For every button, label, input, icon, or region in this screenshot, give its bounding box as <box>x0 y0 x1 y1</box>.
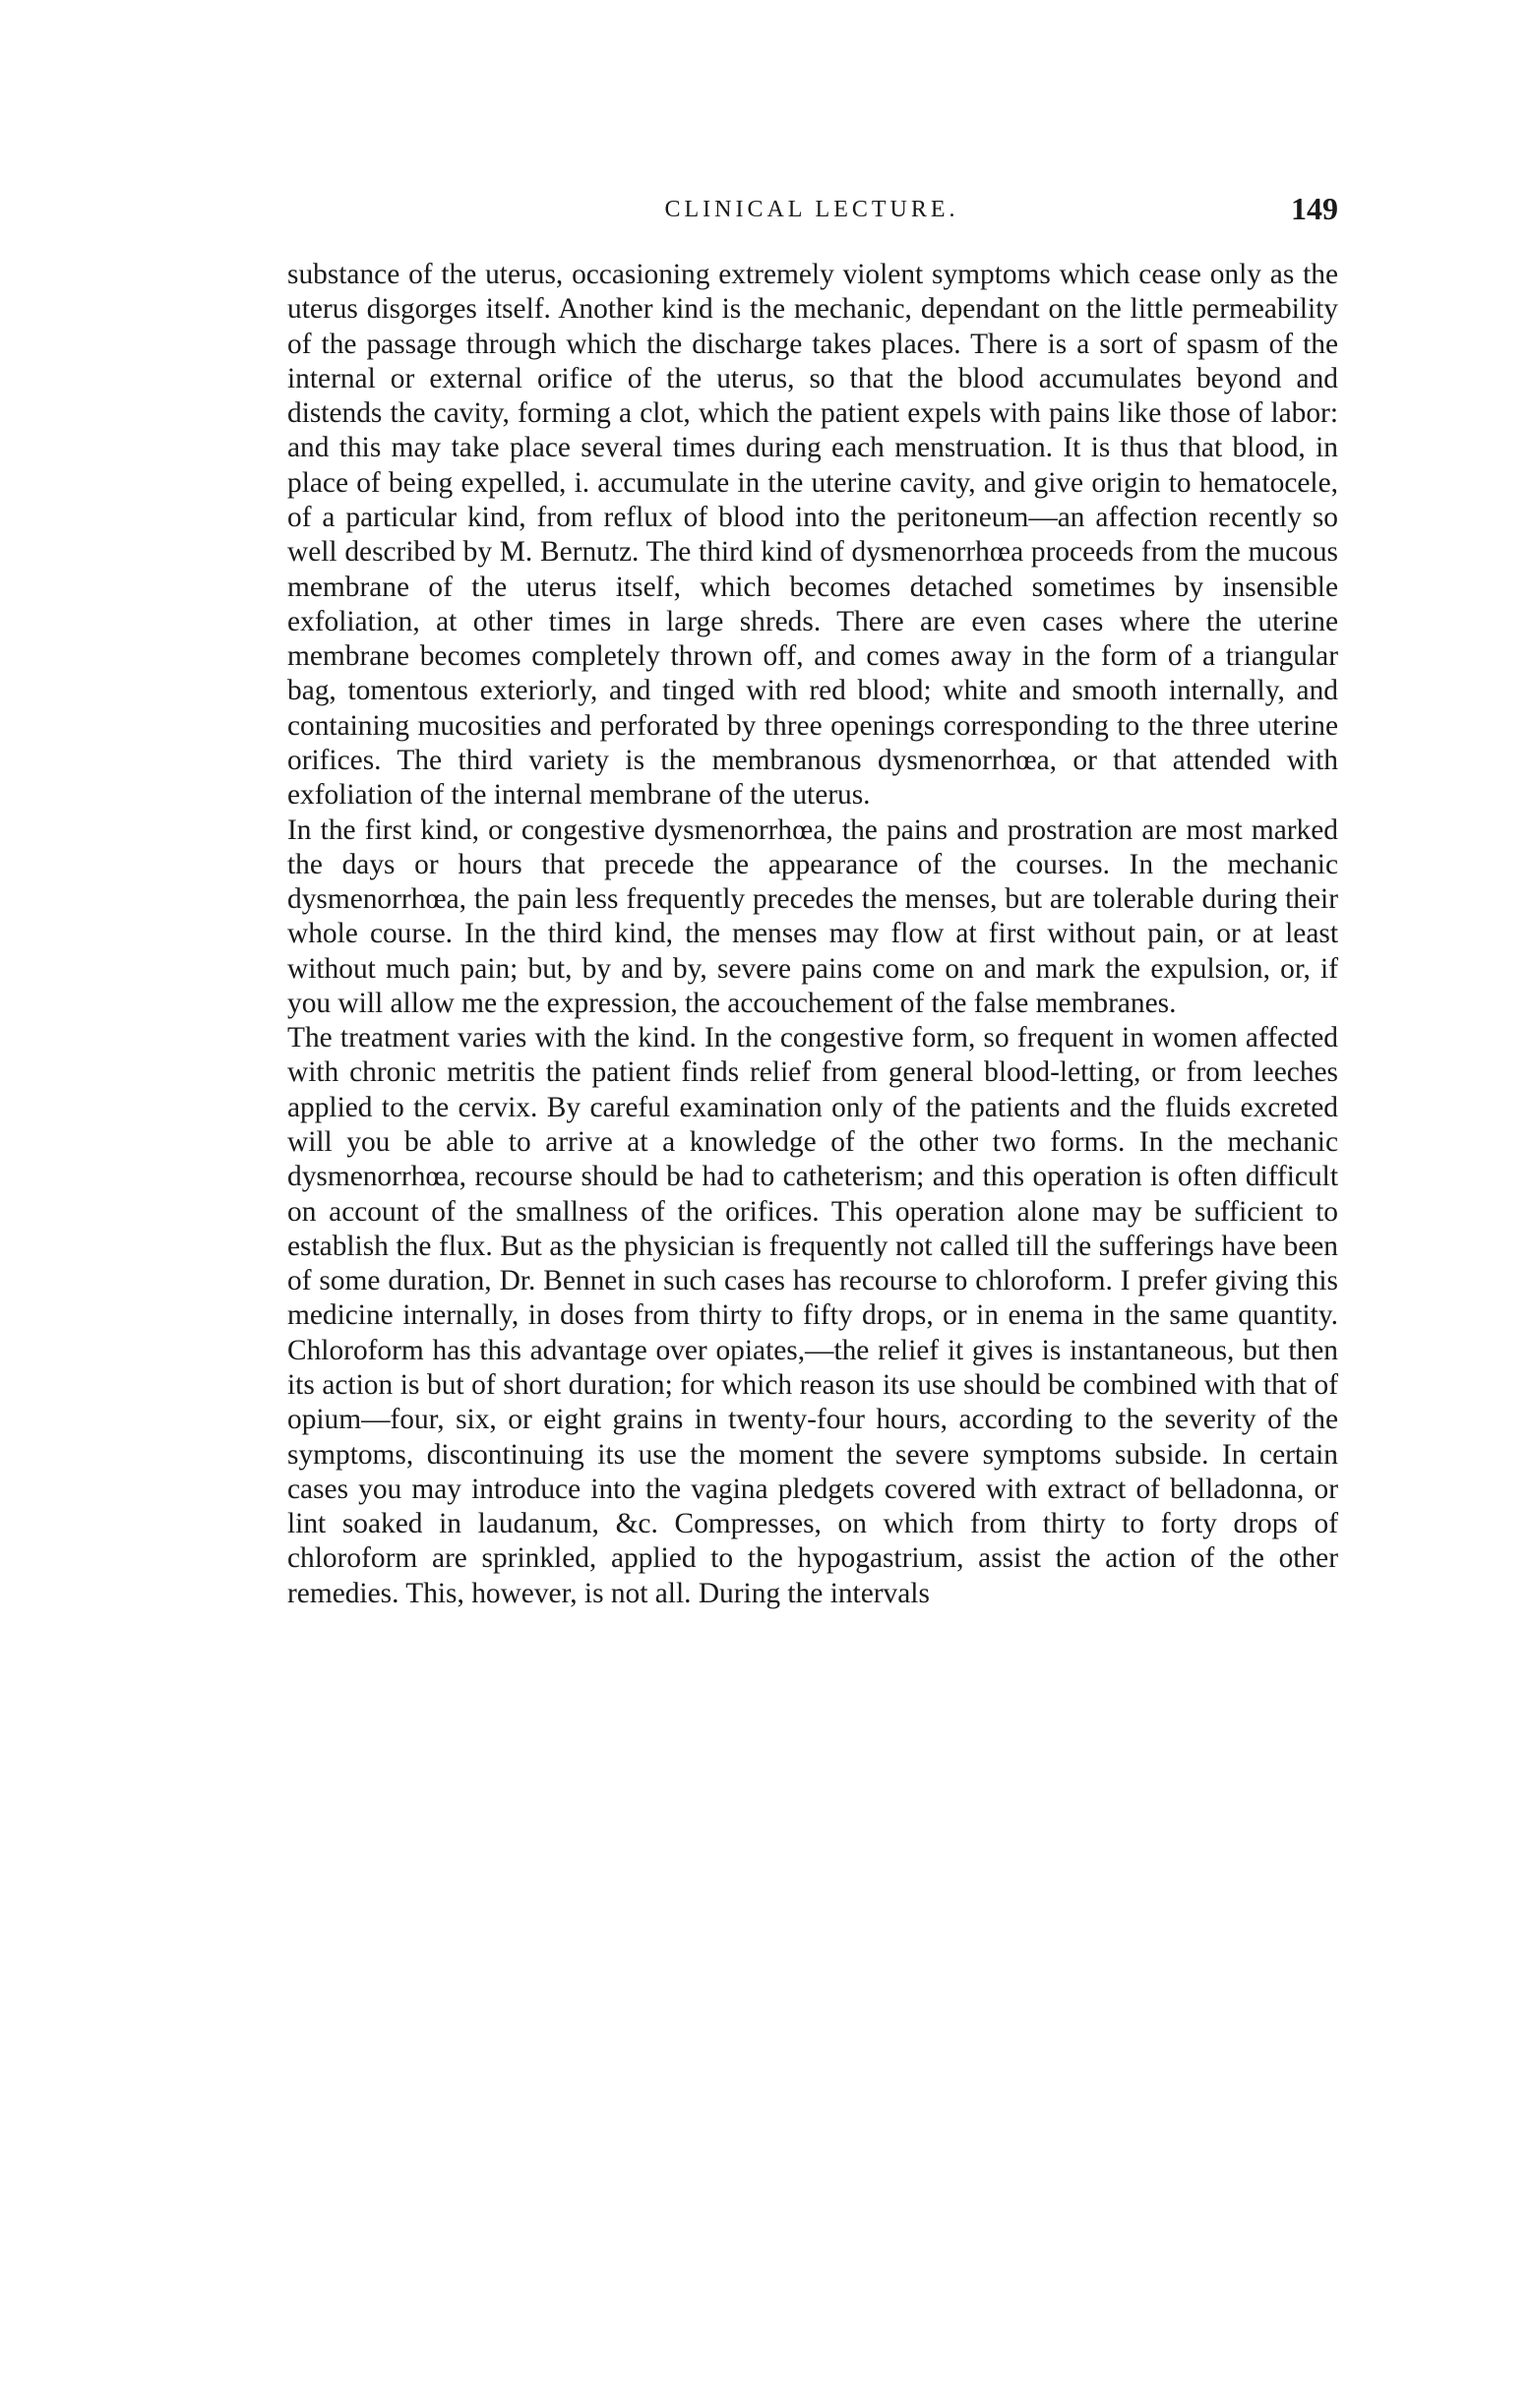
running-head <box>285 191 1338 236</box>
running-title: CLINICAL LECTURE. <box>664 197 959 222</box>
paragraph-continuation: substance of the uterus, occasioning extremely violent symptoms which cease only as the uterus disgorges itself. Another kind is the mechanic, dependant on the little permeability of the passage through which the discharge takes places. There is a sort of spasm of the internal or external orifice of the uterus, so that the blood accumulates beyond and distends the cavity, forming a clot, which the patient expels with pains like those of labor: and this may take place several times during each menstruation. It is thus that blood, in place of being expelled, i. accumulate in the uterine cavity, and give origin to hematocele, of a particular kind, from reflux of blood into the peritoneum—an affection recently so well described by M. Bernutz. The third kind of dysmenorrhœa proceeds from the mucous membrane of the uterus itself, which becomes detached sometimes by insensible exfoliation, at other times in large shreds. There are even cases where the uterine membrane becomes completely thrown off, and comes away in the form of a triangular bag, tomentous exteriorly, and tinged with red blood; white and smooth internally, and containing mucosities and perforated by three openings corresponding to the three uterine orifices. The third variety is the membranous dysmenorrhœa, or that attended with exfoliation of the internal membrane of the uterus. <box>287 259 1338 812</box>
page-number: 149 <box>1291 191 1338 226</box>
paragraph-kinds: In the first kind, or congestive dysmenorrhœa, the pains and prostration are most marked the days or hours that precede the appearance of the courses. In the mechanic dysmenorrhœa, the pain less frequently precedes the menses, but are tolerable during their whole course. In the third kind, the menses may flow at first without pain, or at least without much pain; but, by and by, severe pains come on and mark the expulsion, or, if you will allow me the expression, the accouchement of the false membranes. <box>287 813 1338 1019</box>
body-text <box>287 258 1338 1611</box>
paragraph-treatment: The treatment varies with the kind. In the congestive form, so frequent in women affected with chronic metritis the patient finds relief from general blood-letting, or from leeches applied to the cervix. By careful examination only of the patients and the fluids excreted will you be able to arrive at a knowledge of the other two forms. In the mechanic dysmenorrhœa, recourse should be had to catheterism; and this operation is often difficult on account of the smallness of the orifices. This operation alone may be sufficient to establish the flux. But as the physician is frequently not called till the sufferings have been of some duration, Dr. Bennet in such cases has recourse to chloroform. I prefer giving this medicine internally, in doses from thirty to fifty drops, or in enema in the same quantity. Chloroform has this advantage over opiates,—the relief it gives is instantaneous, but then its action is but of short duration; for which reason its use should be combined with that of opium—four, six, or eight grains in twenty-four hours, according to the severity of the symptoms, discontinuing its use the moment the severe symptoms subside. In certain cases you may introduce into the vagina pledgets covered with extract of belladonna, or lint soaked in laudanum, &c. Compresses, on which from thirty to forty drops of chloroform are sprinkled, applied to the hypogastrium, assist the action of the other remedies. This, however, is not all. During the intervals <box>287 1022 1338 1609</box>
